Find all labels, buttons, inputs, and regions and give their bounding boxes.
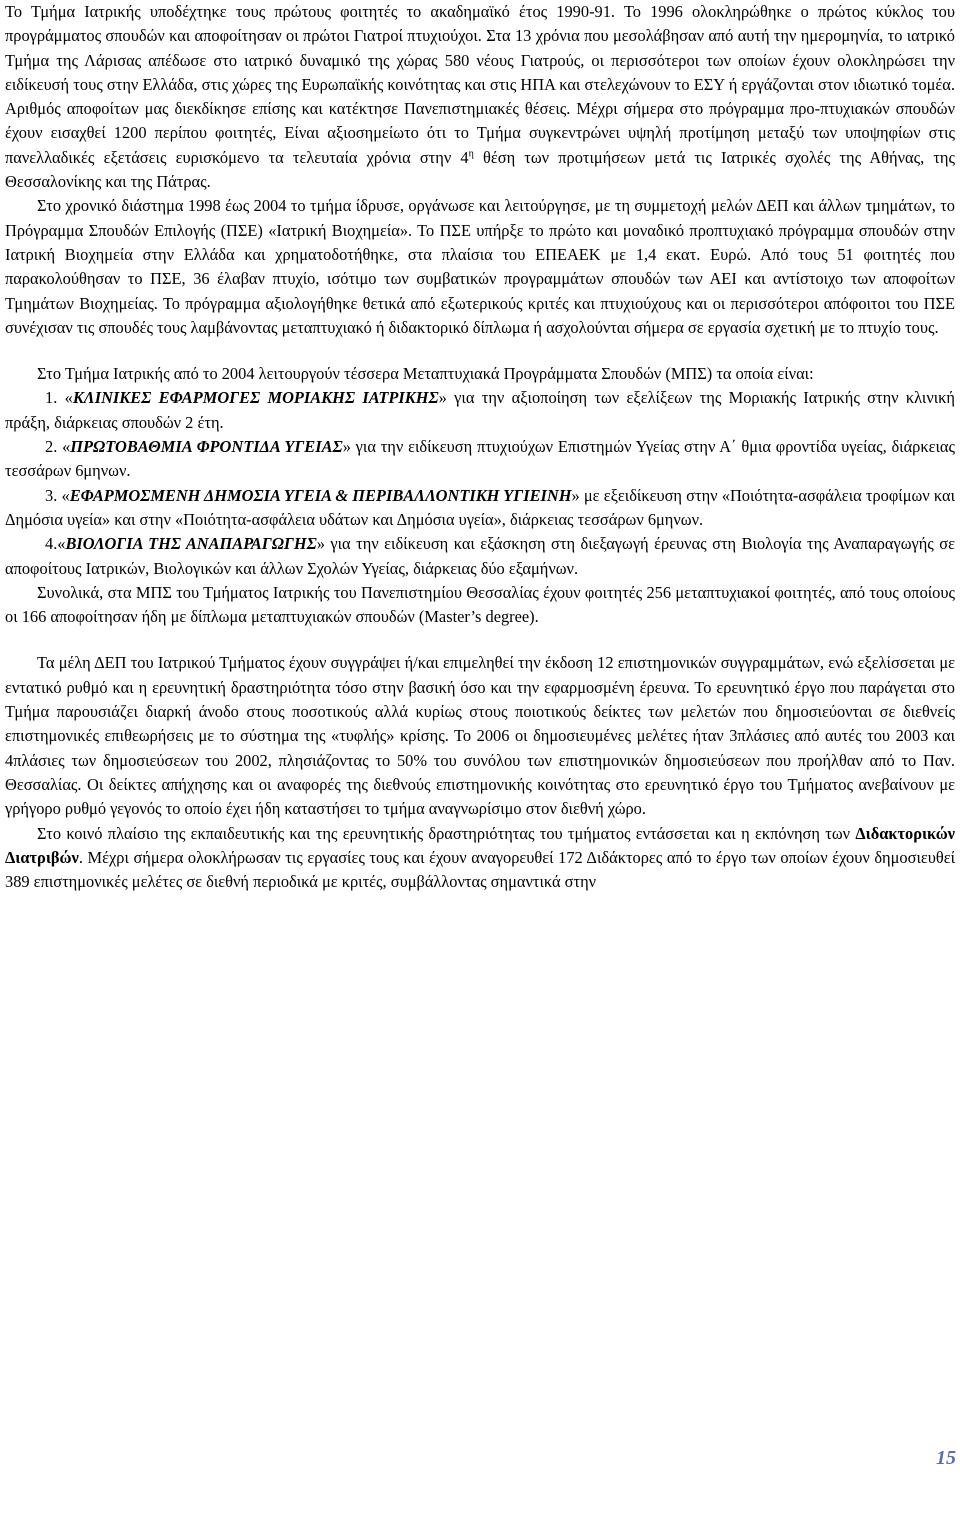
paragraph-biochemistry-program: Στο χρονικό διάστημα 1998 έως 2004 το τμήμα ίδρυσε, οργάνωσε και λειτούργησε, με τη συμμετοχή μελών ΔΕΠ και άλλων τμημάτων, το Πρόγραμμα Σπουδών Επιλογής (ΠΣΕ) «Ιατρική Βιοχημεία». Το ΠΣΕ υπήρξε το πρώτο και μοναδικό προπτυχιακό πρόγραμμα σπουδών στην Ιατρική Βιοχημεία στην Ελλάδα και χρηματοδοτήθηκε, στα πλαίσια του ΕΠΕΑΕΚ με 1,4 εκατ. Ευρώ. Από τους 51 φοιτητές που παρακολούθησαν το ΠΣΕ, 36 έλαβαν πτυχίο, ισότιμο των συμβατικών προγραμμάτων σπουδών των ΑΕΙ και αντίστοιχο των αποφοίτων Τμημάτων Βιοχημείας. Το πρόγραμμα αξιολογήθηκε θετικά από εξωτερικούς κριτές και πτυχιούχους και οι περισσότεροι απόφοιτοι του ΠΣΕ συνέχισαν τις σπουδές τους λαμβάνοντας μεταπτυχιακό ή διδακτορικό δίπλωμα ή ασχολούνται σήμερα σε εργασία σχετική με το πτυχίο τους.	[5, 196, 955, 337]
open-quote: «	[62, 437, 71, 457]
program-description: για την ειδίκευση πτυχιούχων Επιστημών Υγείας στην Α΄ θμια φροντίδα υγείας, διάρκειας τεσσάρων 6μηνων.	[5, 437, 955, 481]
program-description: για την αξιοποίηση των εξελίξεων της Μοριακής Ιατρικής στην κλινική πράξη, διάρκειας σπουδών 2 έτη.	[5, 388, 955, 432]
doctoral-theses-term: Διδακτορικών Διατριβών	[5, 823, 955, 867]
document-page	[5, 0, 955, 894]
paragraph-research: Τα μέλη ΔΕΠ του Ιατρικού Τμήματος έχουν συγγράψει ή/και επιμεληθεί την έκδοση 12 επιστημονικών συγγραμμάτων, ενώ εξελίσσεται με εντατικό ρυθμό και η ερευνητική δραστηριότητα τόσο στην βασική όσο και την εφαρμοσμένη έρευνα. Το ερευνητικό έργο που παράγεται στο Τμήμα παρουσιάζει διαρκή άνοδο στους ποσοτικούς αλλά κυρίως στους ποιοτικούς δείκτες των μελετών που δημοσιεύονται σε διεθνείς επιστημονικές επιθεωρήσεις με το σύστημα της «τυφλής» κρίσης. Το 2006 οι δημοσιευμένες μελέτες ήταν 3πλάσιες από αυτές του 2003 και 4πλάσιες των δημοσιεύσεων του 2002, πλησιάζοντας το 50% του συνόλου των επιστημονικών δημοσιεύσεων που προήλθαν από το Παν. Θεσσαλίας. Οι δείκτες απήχησης και οι αναφορές της διεθνούς επιστημονικής κοινότητας στο ερευνητικό έργο του Τμήματος ανεβαίνουν με γρήγορο ρυθμό γεγονός το οποίο έχει ήδη καταστήσει το τμήμα αναγνωρίσιμο στον διεθνή χώρο.	[5, 653, 955, 819]
program-description: με εξειδίκευση στην «Ποιότητα-ασφάλεια τροφίμων και Δημόσια υγεία» και στην «Ποιότητα-ασφάλεια υδάτων και Δημόσια υγεία», διάρκειας τεσσάρων 6μηνων.	[5, 485, 955, 529]
spacer	[5, 340, 955, 362]
program-title: ΕΦΑΡΜΟΣΜΕΝΗ ΔΗΜΟΣΙΑ ΥΓΕΙΑ & ΠΕΡΙΒΑΛΛΟΝΤΙΚΗ ΥΓΙΕΙΝΗ	[69, 485, 572, 505]
ordinal-superscript: η	[468, 148, 474, 160]
program-list-item	[5, 386, 955, 435]
open-quote: «	[61, 485, 70, 505]
paragraph-history-end: θέση των προτιμήσεων μετά τις Ιατρικές σχολές της Αθήνας, της Θεσσαλονίκης και της Πάτρας.	[5, 147, 955, 192]
program-number: 4.	[45, 534, 58, 554]
program-number: 3.	[45, 485, 62, 505]
open-quote: «	[64, 388, 73, 408]
paragraph-history	[5, 0, 955, 194]
open-quote: «	[57, 534, 66, 554]
program-list-item	[5, 484, 955, 533]
paragraph-postgraduate-intro: Στο Τμήμα Ιατρικής από το 2004 λειτουργούν τέσσερα Μεταπτυχιακά Προγράμματα Σπουδών (ΜΠΣ) τα οποία είναι:	[37, 364, 814, 384]
spacer	[5, 629, 955, 651]
program-title: ΠΡΩΤΟΒΑΘΜΙΑ ΦΡΟΝΤΙΔΑ ΥΓΕΙΑΣ	[70, 437, 343, 457]
paragraph-doctoral	[5, 822, 955, 895]
program-title: ΚΛΙΝΙΚΕΣ ΕΦΑΡΜΟΓΕΣ ΜΟΡΙΑΚΗΣ ΙΑΤΡΙΚΗΣ	[72, 388, 439, 408]
program-list-item	[5, 435, 955, 484]
close-quote: »	[316, 534, 325, 554]
page-number: 15	[936, 1447, 956, 1469]
program-title: ΒΙΟΛΟΓΙΑ ΤΗΣ ΑΝΑΠΑΡΑΓΩΓΗΣ	[65, 534, 317, 554]
paragraph-postgraduate-stats: Συνολικά, στα ΜΠΣ του Τμήματος Ιατρικής του Πανεπιστημίου Θεσσαλίας έχουν φοιτητές 256 μεταπτυχιακοί φοιτητές, από τους οποίους οι 166 αποφοίτησαν ήδη με δίπλωμα μεταπτυχιακών σπουδών (Master’s degree).	[5, 582, 955, 627]
program-number: 1.	[45, 388, 65, 408]
paragraph-doctoral-start: Στο κοινό πλαίσιο της εκπαιδευτικής και της ερευνητικής δραστηριότητας του τμήματος εντάσσεται και η εκπόνηση των	[37, 823, 856, 843]
paragraph-history-text: Το Τμήμα Ιατρικής υποδέχτηκε τους πρώτους φοιτητές το ακαδημαϊκό έτος 1990-91. Το 1996 ολοκληρώθηκε ο πρώτος κύκλος του προγράμματος σπουδών και αποφοίτησαν οι πρώτοι Γιατροί πτυχιούχοι. Στα 13 χρόνια που μεσολάβησαν από αυτή την ημερομηνία, το ιατρικό Τμήμα της Λάρισας απέδωσε στο ιατρικό δυναμικό της χώρας 580 νέους Γιατρούς, οι περισσότεροι των οποίων έχουν ολοκληρώσει την ειδίκευσή τους στην Ελλάδα, στις χώρες της Ευρωπαϊκής κοινότητας και στις ΗΠΑ και στελεχώνουν το ΕΣΥ ή εργάζονται στον ιδιωτικό τομέα. Αριθμός αποφοίτων μας διεκδίκησε επίσης και κατέκτησε Πανεπιστημιακές θέσεις. Μέχρι σήμερα στο πρόγραμμα προ-πτυχιακών σπουδών έχουν εισαχθεί 1200 περίπου φοιτητές, Είναι αξιοσημείωτο ότι το Τμήμα συγκεντρώνει υψηλή προτίμηση μεταξύ των υποψηφίων στις πανελλαδικές εξετάσεις ευρισκόμενο τα τελευταία χρόνια στην 4	[5, 2, 955, 167]
program-description: για την ειδίκευση και εξάσκηση στη διεξαγωγή έρευνας στη Βιολογία της Αναπαραγωγής σε αποφοίτους Ιατρικών, Βιολογικών και άλλων Σχολών Υγείας, διάρκειας δύο εξαμήνων.	[5, 534, 955, 578]
program-number: 2.	[45, 437, 63, 457]
close-quote: »	[438, 388, 447, 408]
paragraph-doctoral-end: . Μέχρι σήμερα ολοκλήρωσαν τις εργασίες τους και έχουν αναγορευθεί 172 Διδάκτορες από το έργο των οποίων έχουν δημοσιευθεί 389 επιστημονικές μελέτες σε διεθνή περιοδικά με κριτές, συμβάλλοντας σημαντικά στην	[5, 847, 955, 892]
program-list-item	[5, 532, 955, 581]
close-quote: »	[342, 437, 351, 457]
close-quote: »	[571, 485, 580, 505]
